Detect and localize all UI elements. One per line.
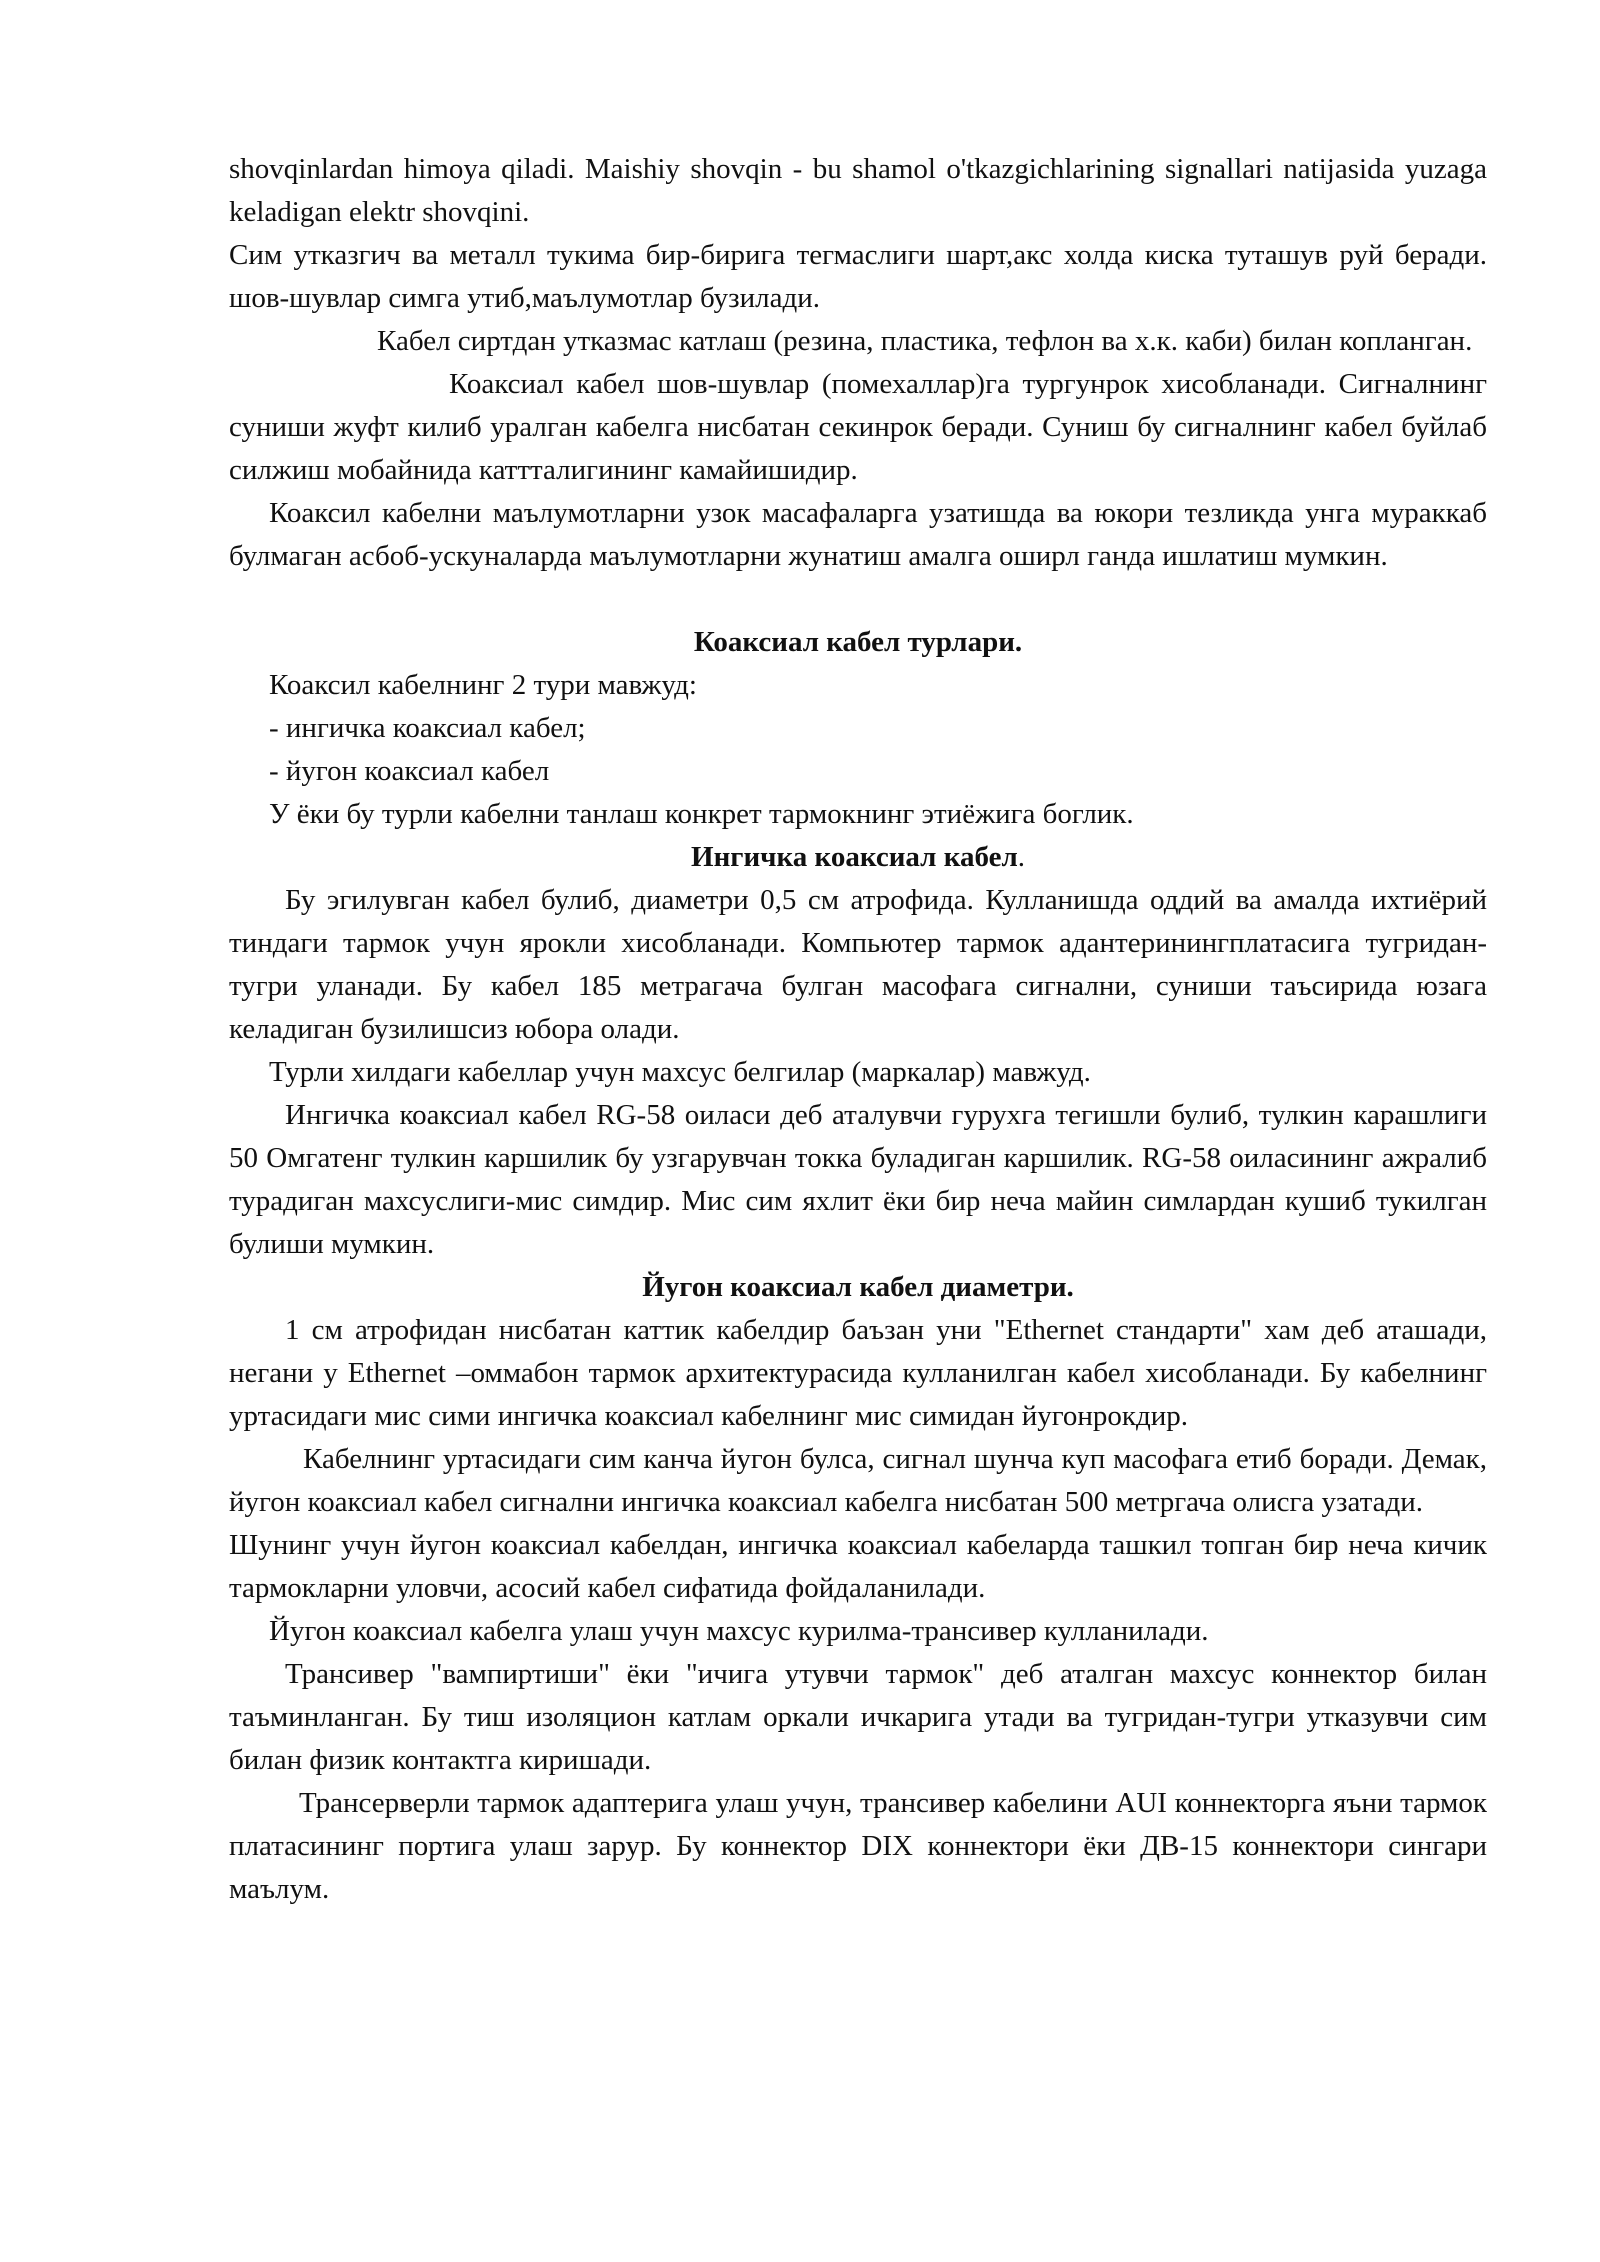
paragraph-rg58: Ингичка коаксиал кабел RG-58 оиласи деб аталувчи гурухга тегишли булиб, тулкин карашлиги 50 Омгатенг тулкин каршилик бу узгарувчан токка буладиган каршилик. RG-58 оиласининг ажралиб турадиган махсуслиги-мис симдир. Мис сим яхлит ёки бир неча майин симлардан кушиб тукилган булиши мумкин.: [229, 1099, 1487, 1260]
heading-thin-coax-text: Ингичка коаксиал кабел: [691, 841, 1018, 873]
paragraph-coax-noise-resistance: Коаксиал кабел шов-шувлар (помехаллар)га тургунрок хисобланади. Сигналнинг суниши жуфт килиб уралган кабелга нисбатан секинрок беради. Суниш бу сигналнинг кабел буйлаб силжиш мобайнида каттталигининг камайишидир.: [229, 368, 1487, 486]
paragraph-coax-usage: Коаксил кабелни маълумотларни узок масафаларга узатишда ва юкори тезликда унга мураккаб булмаган асбоб-ускуналарда маълумотларни жунатиш амалга оширл ганда ишлатиш мумкин.: [229, 497, 1487, 572]
paragraph-thick-coax-distance: Кабелнинг уртасидаги сим канча йугон булса, сигнал шунча куп масофага етиб боради. Демак, йугон коаксиал кабел сигнални ингичка коаксиал кабелга нисбатан 500 метргача олисга узатади.: [229, 1443, 1487, 1518]
heading-cable-types: Коаксиал кабел турлари.: [693, 626, 1023, 658]
paragraph-thick-coax-description: 1 см атрофидан нисбатан каттик кабелдир баъзан уни "Ethernet стандарти" хам деб аташади, негани у Ethernet –оммабон тармок архитектурасида кулланилган кабел хисобланади. Бу кабелнинг уртасидаги мис сими ингичка коаксиал кабелнинг мис симидан йугонрокдир.: [229, 1314, 1487, 1432]
paragraph-markings: Турли хилдаги кабеллар учун махсус белгилар (маркалар) мавжуд.: [269, 1056, 1091, 1088]
paragraph-types-intro: Коаксил кабелнинг 2 тури мавжуд:: [269, 669, 697, 701]
paragraph-backbone-usage: Шунинг учун йугон коаксиал кабелдан, ингичка коаксиал кабеларда ташкил топган бир неча кичик тармокларни уловчи, асосий кабел сифатида фойдаланилади.: [229, 1529, 1487, 1604]
paragraph-choice-note: У ёки бу турли кабелни танлаш конкрет тармокнинг этиёжига боглик.: [269, 798, 1134, 830]
document-page: [229, 148, 1487, 1911]
heading-thin-coax-period: .: [1017, 841, 1025, 873]
paragraph-outer-insulation: Кабел сиртдан утказмас катлаш (резина, пластика, тефлон ва х.к. каби) билан копланган.: [377, 325, 1473, 357]
paragraph-thin-coax-description: Бу эгилувган кабел булиб, диаметри 0,5 см атрофида. Кулланишда оддий ва амалда ихтиёрий тиндаги тармок учун ярокли хисобланади. Компьютер тармок адантеринингплатасига тугридан-тугри уланади. Бу кабел 185 метрагача булган масофага сигнални, суниши таъсирида юзага келадиган бузилишсиз юбора олади.: [229, 884, 1487, 1045]
paragraph-transceiver-device: Йугон коаксиал кабелга улаш учун махсус курилма-трансивер кулланилади.: [269, 1615, 1209, 1647]
blank-line: [229, 578, 1487, 621]
list-item-thick-cable: - йугон коаксиал кабел: [269, 755, 550, 787]
paragraph-vampire-tap: Трансивер "вампиртиши" ёки "ичига утувчи тармок" деб аталган махсус коннектор билан таъминланган. Бу тиш изоляцион катлам оркали ичкарига утади ва тугридан-тугри утказувчи сим билан физик контактга киришади.: [229, 1658, 1487, 1776]
paragraph-aui-connector: Трансерверли тармок адаптерига улаш учун, трансивер кабелини AUI коннекторга яъни тармок платасининг портига улаш зарур. Бу коннектор DIX коннектори ёки ДВ-15 коннектори сингари маълум.: [229, 1787, 1487, 1905]
paragraph-noise-protection: shovqinlardan himoya qiladi. Maishiy shovqin - bu shamol o'tkazgichlarining signallari natijasida yuzaga keladigan elektr shovqini.: [229, 153, 1487, 228]
heading-thin-coax: [229, 836, 1487, 879]
list-item-thin-cable: - ингичка коаксиал кабел;: [269, 712, 586, 744]
heading-thick-coax: Йугон коаксиал кабел диаметри.: [642, 1271, 1074, 1303]
paragraph-wire-contact: Сим утказгич ва металл тукима бир-бирига тегмаслиги шарт,акс холда киска туташув руй беради. шов-шувлар симга утиб,маълумотлар бузилади.: [229, 239, 1487, 314]
